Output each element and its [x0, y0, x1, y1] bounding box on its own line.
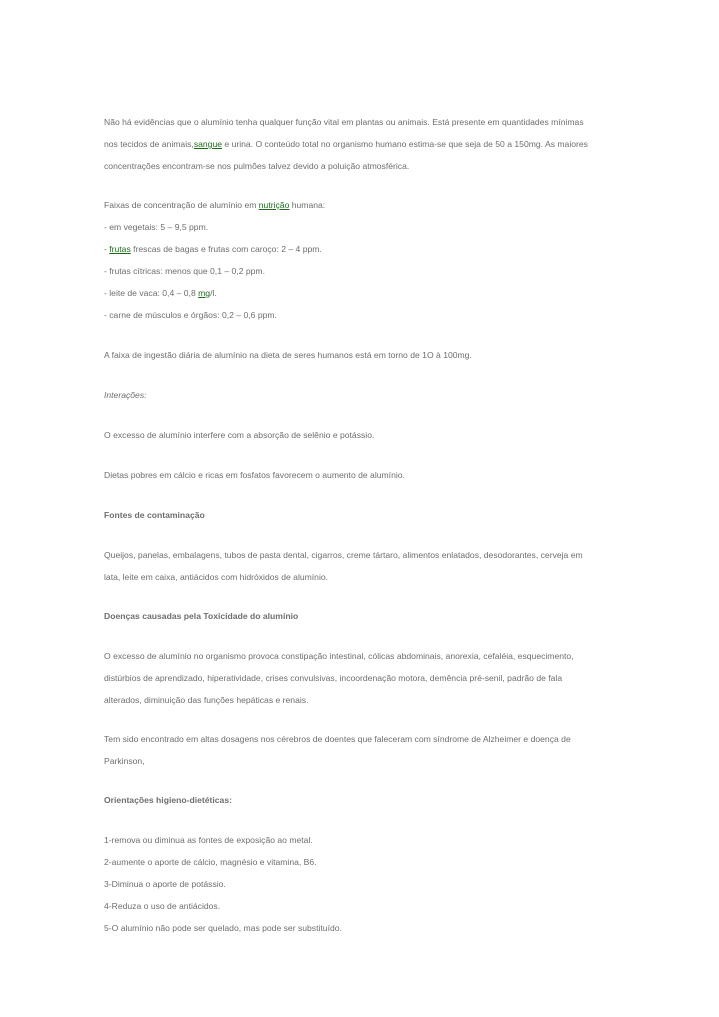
- range-item-citricas: - frutas cítricas: menos que 0,1 – 0,2 ppm.: [104, 266, 265, 276]
- interactions-paragraph-1: O excesso de alumínio interfere com a absorção de selênio e potássio.: [104, 430, 375, 440]
- diseases-line-5: Parkinson,: [104, 756, 145, 766]
- intro-line-3: concentrações encontram-se nos pulmões talvez devido a poluição atmosférica.: [104, 161, 410, 171]
- range-item-leite-end: /l.: [210, 288, 217, 298]
- ranges-heading-end: humana:: [289, 200, 326, 210]
- range-item-frutas-start: -: [104, 244, 110, 254]
- guideline-item-4: 4-Reduza o uso de antiácidos.: [104, 901, 221, 911]
- range-item-carne: - carne de músculos e órgãos: 0,2 – 0,6 ppm.: [104, 310, 277, 320]
- diseases-line-4: Tem sido encontrado em altas dosagens nos cérebros de doentes que faleceram com síndrome de Alzheimer e doença de: [104, 734, 571, 744]
- link-frutas[interactable]: frutas: [109, 244, 131, 254]
- range-item-leite-start: - leite de vaca: 0,4 – 0,8: [104, 288, 199, 298]
- sources-line-1: Queijos, panelas, embalagens, tubos de pasta dental, cigarros, creme tártaro, alimentos enlatados, desodorantes, cerveja em: [104, 550, 583, 560]
- intro-line-2: [104, 133, 664, 155]
- link-nutricao[interactable]: nutrição: [258, 200, 290, 210]
- range-item-frutas: [104, 238, 664, 260]
- diseases-line-1: O excesso de alumínio no organismo provoca constipação intestinal, cólicas abdominais, anorexia, cefaléia, esquecimento,: [104, 651, 574, 661]
- sources-line-2: lata, leite em caixa, antiácidos com hidróxidos de alumínio.: [104, 572, 329, 582]
- intro-line-2-end: e urina. O conteúdo total no organismo humano estima-se que seja de 50 a 150mg. As maiores: [222, 139, 588, 149]
- guidelines-heading: Orientações higieno-dietéticas:: [104, 795, 232, 805]
- diseases-line-3: alterados, diminuição das funções hepáticas e renais.: [104, 695, 309, 705]
- range-item-vegetais: - em vegetais: 5 – 9,5 ppm.: [104, 222, 209, 232]
- ranges-heading-start: Faixas de concentração de alumínio em: [104, 200, 259, 210]
- range-item-leite: [104, 282, 664, 304]
- ranges-heading: [104, 194, 664, 216]
- intake-paragraph: A faixa de ingestão diária de alumínio na dieta de seres humanos está em torno de 1O à 100mg.: [104, 350, 472, 360]
- document-page: [104, 111, 664, 939]
- intro-line-1: Não há evidências que o alumínio tenha qualquer função vital em plantas ou animais. Está presente em quantidades mínimas: [104, 117, 584, 127]
- interactions-paragraph-2: Dietas pobres em cálcio e ricas em fosfatos favorecem o aumento de alumínio.: [104, 470, 405, 480]
- guideline-item-2: 2-aumente o aporte de cálcio, magnésio e vitamina, B6.: [104, 857, 317, 867]
- interactions-heading: Interações:: [104, 390, 147, 400]
- guideline-item-1: 1-remova ou diminua as fontes de exposição ao metal.: [104, 835, 313, 845]
- diseases-heading: Doenças causadas pela Toxicidade do alumínio: [104, 611, 299, 621]
- guideline-item-5: 5-O alumínio não pode ser quelado, mas pode ser substituído.: [104, 923, 342, 933]
- sources-heading: Fontes de contaminação: [104, 510, 205, 520]
- link-sangue[interactable]: sangue: [193, 139, 223, 149]
- diseases-line-2: distúrbios de aprendizado, hiperatividade, crises convulsivas, incoordenação motora, demência pré-senil, padrão de fala: [104, 673, 563, 683]
- guideline-item-3: 3-Diminua o aporte de potássio.: [104, 879, 226, 889]
- range-item-frutas-end: frescas de bagas e frutas com caroço: 2 – 4 ppm.: [130, 244, 322, 254]
- intro-line-2-start: nos tecidos de animais,: [104, 139, 194, 149]
- link-mg[interactable]: mg: [198, 288, 211, 298]
